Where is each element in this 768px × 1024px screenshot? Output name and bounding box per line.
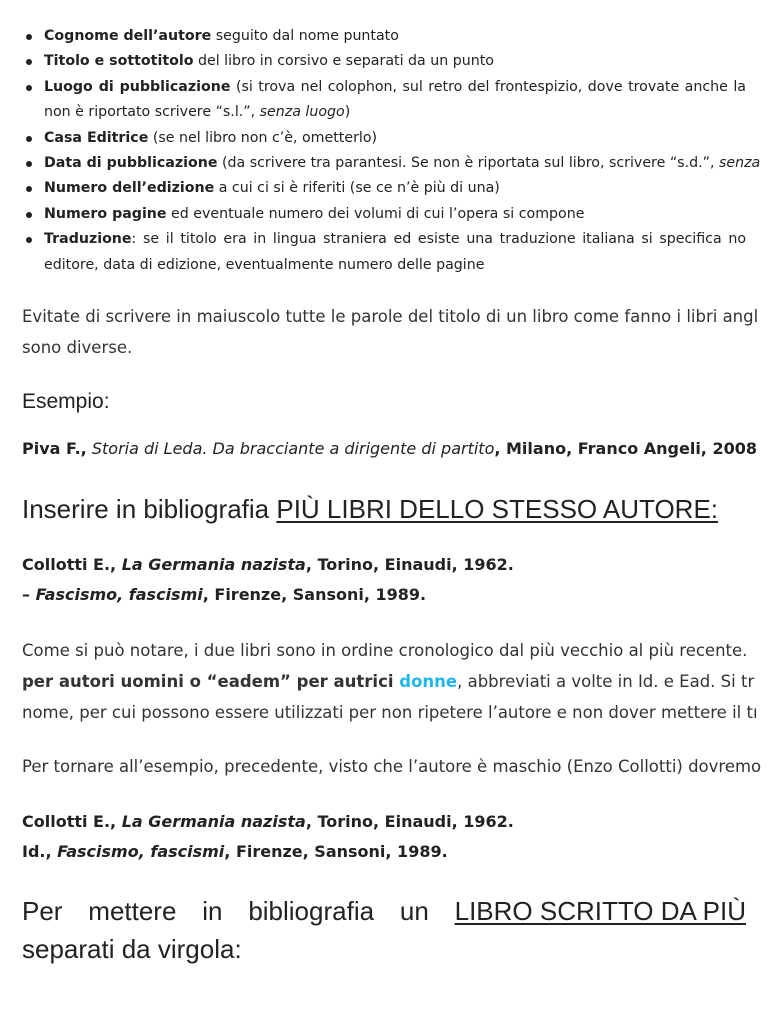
bullet-icon [26,34,32,40]
list-item: Titolo e sottotitolo del libro in corsivo e separati da un punto [22,49,746,74]
bullet-icon [26,212,32,218]
reference-entry: Collotti E., La Germania nazista, Torino, Einaudi, 1962. [22,555,514,574]
paragraph-chronological: Come si può notare, i due libri sono in ordine cronologico dal più vecchio al più recente. per autori uomini o “eadem” per autrici donne, abbreviati a volte in Id. e Ead. Si tr nome, per cui possono essere utilizzati per non ripetere l’autore e non dover mettere il tı [22,641,758,722]
example-heading: Esempio: [22,390,110,413]
bullet-icon [26,59,32,65]
citation-fields-list [22,24,761,278]
reference-entry: – Fascismo, fascismi, Firenze, Sansoni, 1989. [22,585,427,604]
section-heading-multiple-authors: Per mettere in bibliografia un LIBRO SCRITTO DA PIÙ [22,896,746,926]
section-heading-same-author: Inserire in bibliografia PIÙ LIBRI DELLO STESSO AUTORE: [22,494,719,524]
bullet-icon [26,186,32,192]
list-item: Cognome dell’autore seguito dal nome puntato [22,24,746,49]
list-item: Traduzione: se il titolo era in lingua straniera ed esiste una traduzione italiana si specifica no editore, data di edizione, eventualmente numero delle pagine [22,227,746,278]
example-reference: Piva F., Storia di Leda. Da bracciante a dirigente di partito, Milano, Franco Angeli, 2008 [22,439,757,458]
list-item: Numero pagine ed eventuale numero dei volumi di cui l’opera si compone [22,202,746,227]
reference-entry: Id., Fascismo, fascismi, Firenze, Sansoni, 1989. [22,842,448,861]
link-donne[interactable]: donne [399,672,458,691]
bullet-icon [26,85,32,91]
paragraph-example-return: Per tornare all’esempio, precedente, visto che l’autore è maschio (Enzo Collotti) dovremo [22,757,762,776]
list-item: Data di pubblicazione (da scrivere tra parantesi. Se non è riportata sul libro, scrivere “s.d.”, senza [22,151,746,176]
reference-entry: Collotti E., La Germania nazista, Torino, Einaudi, 1962. [22,812,514,831]
bullet-icon [26,161,32,167]
list-item: Numero dell’edizione a cui ci si è riferiti (se ce n’è più di una) [22,176,746,201]
article-content [22,0,762,1024]
bullet-icon [26,237,32,243]
bullet-icon [26,136,32,142]
paragraph-title-case: Evitate di scrivere in maiuscolo tutte le parole del titolo di un libro come fanno i libri angl sono diverse. [22,307,759,357]
list-item: Luogo di pubblicazione (si trova nel colophon, sul retro del frontespizio, dove trovate anche la non è riportato scrivere “s.l.”, senza luogo) [22,75,746,126]
list-item: Casa Editrice (se nel libro non c’è, ometterlo) [22,126,746,151]
section-heading-multiple-authors-line2: separati da virgola: [22,934,242,964]
